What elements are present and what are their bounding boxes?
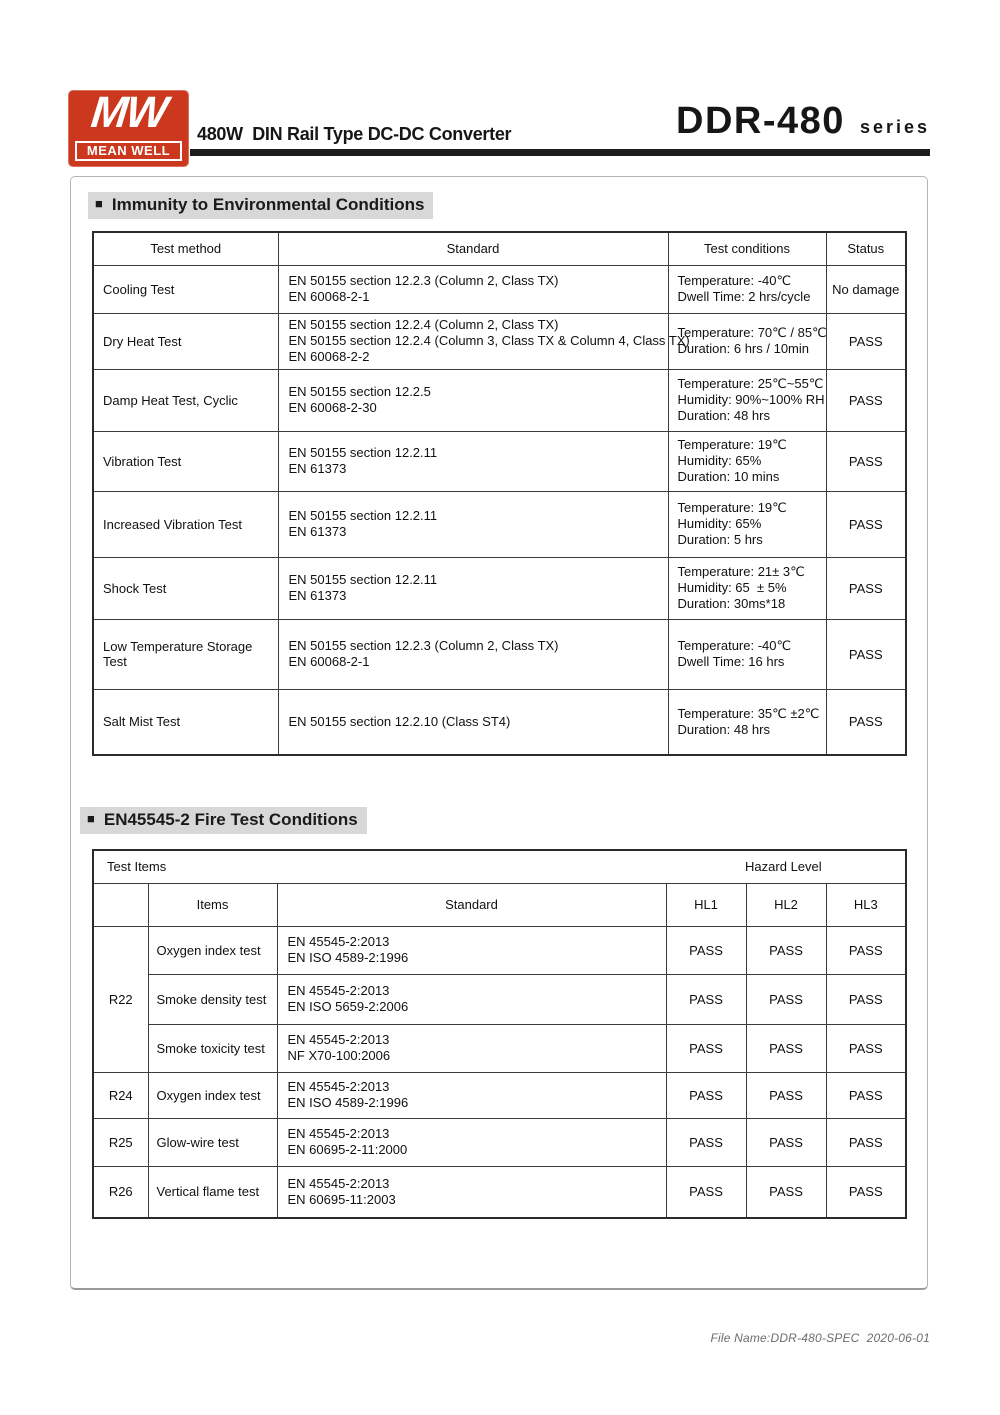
logo-mw-monogram: MW [88,88,169,137]
item-cell: Oxygen index test [148,1072,277,1118]
standard-line: EN 50155 section 12.2.11 [288,445,438,460]
table-row [93,689,906,755]
hl1-cell: PASS [666,926,746,974]
standard-cell [278,313,690,369]
meanwell-logo [68,90,189,167]
standard-line: EN 61373 [288,588,347,603]
hl1-cell: PASS [666,1166,746,1218]
condition-line: Dwell Time: 16 hrs [677,654,785,669]
test-items-label: Test Items [107,859,167,874]
status-cell: PASS [826,491,906,557]
conditions-cell [668,557,826,619]
test-method-cell: Low Temperature Storage Test [93,619,278,689]
table-row [93,265,906,313]
standard-line: EN 60068-2-2 [288,349,370,364]
series-suffix: series [859,117,930,137]
condition-line: Temperature: 70℃ / 85℃ [677,325,827,340]
table-row [93,431,906,491]
group-cell-r24: R24 [93,1072,148,1118]
condition-line: Duration: 5 hrs [677,532,763,547]
condition-line: Temperature: 25℃~55℃ [677,376,824,391]
condition-line: Humidity: 65 ± 5% [677,580,787,595]
standard-cell [277,974,666,1024]
test-method-cell: Shock Test [93,557,278,619]
standard-cell [278,619,668,689]
standard-cell [278,491,668,557]
standard-line: EN 50155 section 12.2.11 [288,508,438,523]
standard-line: EN 60068-2-30 [288,400,377,415]
hl2-cell: PASS [746,1166,826,1218]
condition-line: Duration: 48 hrs [677,408,770,423]
standard-cell [277,1072,666,1118]
standard-line: EN 60068-2-1 [288,654,370,669]
standard-line: EN 50155 section 12.2.3 (Column 2, Class TX) [288,273,559,288]
group-header-row [93,850,906,883]
column-header-test-method: Test method [93,232,278,265]
standard-line: EN 50155 section 12.2.3 (Column 2, Class TX) [288,638,559,653]
standard-line: EN 45545-2:2013 [287,934,390,949]
hl1-cell: PASS [666,1072,746,1118]
item-cell: Smoke density test [148,974,277,1024]
condition-line: Duration: 6 hrs / 10min [677,341,810,356]
test-method-cell: Cooling Test [93,265,278,313]
hl3-cell: PASS [826,1118,906,1166]
item-cell: Smoke toxicity test [148,1024,277,1072]
status-cell: PASS [826,557,906,619]
standard-line: EN ISO 5659-2:2006 [287,999,409,1014]
column-header-hl3: HL3 [826,883,906,926]
immunity-table [92,231,907,756]
conditions-cell [668,619,826,689]
series-name: DDR-480 [676,100,845,142]
standard-cell [277,1166,666,1218]
item-cell: Glow-wire test [148,1118,277,1166]
section-title-text: EN45545-2 Fire Test Conditions [103,810,358,829]
condition-line: Temperature: 19℃ [677,500,787,515]
column-header-standard: Standard [278,232,668,265]
standard-line: EN 50155 section 12.2.4 (Column 2, Class TX) [288,317,559,332]
hl3-cell: PASS [826,974,906,1024]
standard-line: EN ISO 4589-2:1996 [287,950,409,965]
section-title-text: Immunity to Environmental Conditions [111,195,425,214]
table-row [93,974,906,1024]
conditions-cell [668,431,826,491]
condition-line: Temperature: 35℃ ±2℃ [677,705,820,721]
table-row [93,313,906,369]
standard-cell [278,557,668,619]
standard-line: EN 60695-11:2003 [287,1191,396,1207]
conditions-cell [668,689,826,755]
condition-line: Humidity: 65% [677,516,762,531]
logo-brand-name: MEAN WELL [75,141,182,161]
standard-line: EN 45545-2:2013 [287,1079,390,1094]
hl2-cell: PASS [746,1118,826,1166]
hl1-cell: PASS [666,1024,746,1072]
standard-line: EN 45545-2:2013 [287,1126,390,1141]
test-method-cell: Dry Heat Test [93,313,278,369]
hl3-cell: PASS [826,1166,906,1218]
square-bullet-icon: ■ [87,811,95,826]
table-row [93,1166,906,1218]
fire-test-table [92,849,907,1219]
standard-cell [278,369,668,431]
table-row [93,369,906,431]
status-cell: PASS [826,619,906,689]
product-subtitle: 480W DIN Rail Type DC-DC Converter [197,124,512,144]
table-header-row [93,883,906,926]
column-header-status: Status [826,232,906,265]
table-row [93,1072,906,1118]
status-cell: PASS [826,313,906,369]
standard-cell [278,689,668,755]
table-row [93,557,906,619]
status-cell: PASS [826,689,906,755]
table-row [93,926,906,974]
standard-line: EN 60068-2-1 [288,289,370,304]
file-name-footer: File Name:DDR-480-SPEC 2020-06-01 [710,1331,930,1345]
condition-line: Humidity: 90%~100% RH [677,392,825,407]
hl1-cell: PASS [666,1118,746,1166]
conditions-cell [668,491,826,557]
standard-line: EN 50155 section 12.2.10 (Class ST4) [288,713,511,729]
group-cell-r25: R25 [93,1118,148,1166]
standard-cell [277,1118,666,1166]
hl3-cell: PASS [826,1072,906,1118]
item-cell: Oxygen index test [148,926,277,974]
hl2-cell: PASS [746,1024,826,1072]
condition-line: Temperature: 19℃ [677,437,787,452]
standard-cell [277,926,666,974]
condition-line: Temperature: 21± 3℃ [677,564,805,579]
table-row [93,491,906,557]
table-row [93,619,906,689]
status-cell: No damage [826,265,906,313]
standard-line: NF X70-100:2006 [287,1048,391,1063]
section-title-immunity [88,192,433,219]
column-header-hl1: HL1 [666,883,746,926]
column-header-hl2: HL2 [746,883,826,926]
condition-line: Temperature: -40℃ [677,273,792,288]
square-bullet-icon: ■ [95,196,103,211]
conditions-cell [668,369,826,431]
hazard-level-label: Hazard Level [745,859,822,874]
section-title-fire [80,807,367,834]
standard-line: EN 60695-2-11:2000 [287,1142,408,1157]
group-cell-r26: R26 [93,1166,148,1218]
condition-line: Humidity: 65% [677,453,762,468]
condition-line: Duration: 10 mins [677,469,780,484]
hl3-cell: PASS [826,926,906,974]
condition-line: Duration: 48 hrs [677,721,770,737]
column-header-standard: Standard [277,883,666,926]
standard-line: EN 61373 [288,461,347,476]
standard-line: EN ISO 4589-2:1996 [287,1095,409,1110]
hl2-cell: PASS [746,974,826,1024]
standard-line: EN 45545-2:2013 [287,1175,390,1191]
standard-cell [278,265,668,313]
condition-line: Dwell Time: 2 hrs/cycle [677,289,811,304]
test-method-cell: Salt Mist Test [93,689,278,755]
hl1-cell: PASS [666,974,746,1024]
standard-line: EN 50155 section 12.2.5 [288,384,431,399]
hl2-cell: PASS [746,1072,826,1118]
test-method-cell: Damp Heat Test, Cyclic [93,369,278,431]
condition-line: Temperature: -40℃ [677,638,792,653]
condition-line: Duration: 30ms*18 [677,596,786,611]
standard-line: EN 45545-2:2013 [287,983,390,998]
group-cell-r22: R22 [93,926,148,1072]
group-header-cell [93,850,906,883]
status-cell: PASS [826,431,906,491]
standard-line: EN 45545-2:2013 [287,1032,390,1047]
hl2-cell: PASS [746,926,826,974]
test-method-cell: Vibration Test [93,431,278,491]
column-header-test-conditions: Test conditions [668,232,826,265]
test-method-cell: Increased Vibration Test [93,491,278,557]
column-header-items: Items [148,883,277,926]
series-title [676,101,930,141]
item-cell: Vertical flame test [148,1166,277,1218]
hl3-cell: PASS [826,1024,906,1072]
standard-cell [278,431,668,491]
conditions-cell [668,313,826,369]
standard-cell [277,1024,666,1072]
header-divider [190,149,930,156]
table-row [93,1024,906,1072]
column-header-group [93,883,148,926]
conditions-cell [668,265,826,313]
table-header-row [93,232,906,265]
status-cell: PASS [826,369,906,431]
standard-line: EN 50155 section 12.2.4 (Column 3, Class TX & Column 4, Class TX) [288,333,690,348]
table-row [93,1118,906,1166]
standard-line: EN 50155 section 12.2.11 [288,572,438,587]
standard-line: EN 61373 [288,524,347,539]
